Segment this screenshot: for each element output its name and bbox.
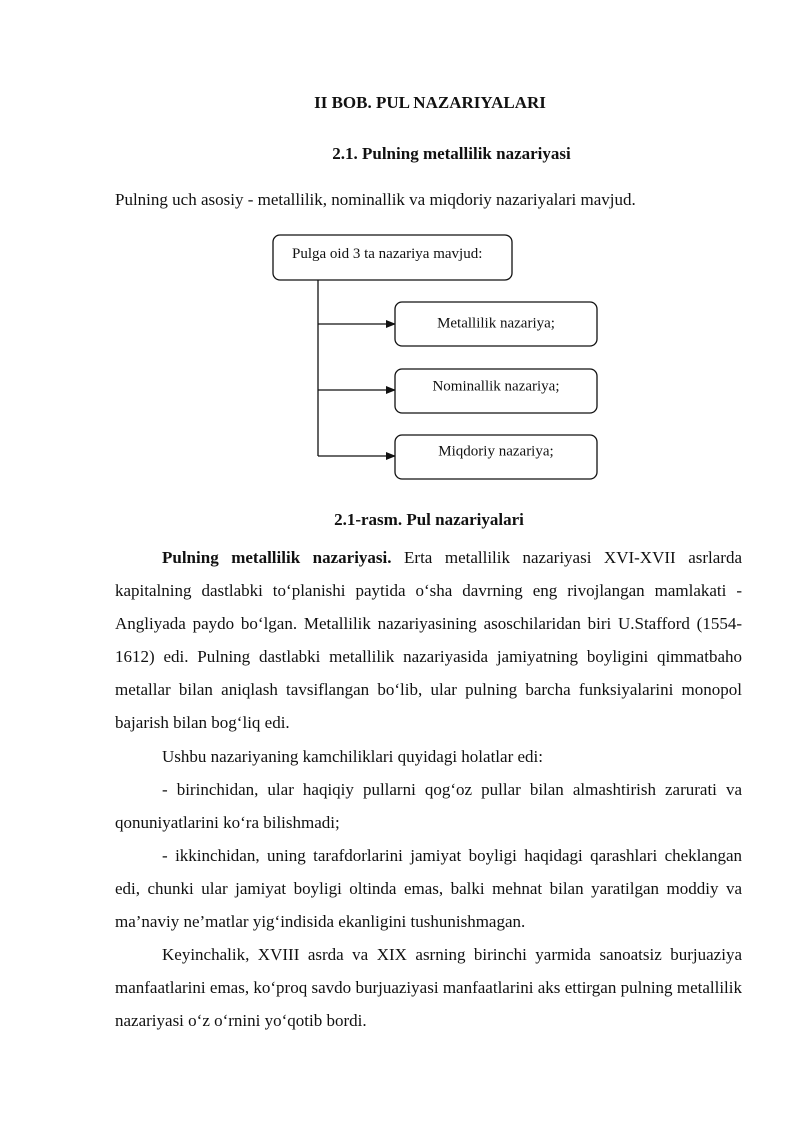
theories-diagram — [0, 0, 800, 500]
diagram-root-label: Pulga oid 3 ta nazariya mavjud: — [292, 246, 483, 262]
diagram-child-label-3: Miqdoriy nazariya; — [438, 443, 554, 460]
paragraph-4: - ikkinchidan, uning tarafdorlarini jamiyat boyligi haqidagi qarashlari cheklangan edi, chunki ular jamiyat boyligi oltinda emas, balki mehnat bilan yaratilgan moddiy va ma’naviy ne’matlar yig‘indisida ekanligini tushunishmagan. — [115, 845, 742, 932]
paragraph-5: Keyinchalik, XVIII asrda va XIX asrning birinchi yarmida sanoatsiz burjuaziya manfaatlarini emas, ko‘proq savdo burjuaziyasi manfaatlarini aks ettirgan pulning metallilik nazariyasi o‘z o‘rnini yo‘qotib bordi. — [115, 945, 742, 1031]
paragraph-3: - birinchidan, ular haqiqiy pullarni qog‘oz pullar bilan almashtirish zarurati va qonuniyatlarini ko‘ra bilishmadi; — [115, 779, 742, 832]
diagram-child-box-2 — [395, 369, 597, 413]
diagram-root-box — [273, 235, 512, 280]
intro-sentence: Pulning uch asosiy - metallilik, nominallik va miqdoriy nazariyalari mavjud. — [115, 190, 636, 209]
diagram-child-label-1: Metallilik nazariya; — [437, 315, 555, 332]
diagram-child-box-3 — [395, 435, 597, 479]
figure-caption: 2.1-rasm. Pul nazariyalari — [334, 510, 524, 529]
diagram-child-label-2: Nominallik nazariya; — [432, 378, 560, 395]
paragraph-1-lead: Pulning metallilik nazariyasi. — [162, 548, 392, 567]
chapter-title: II BOB. PUL NAZARIYALARI — [314, 93, 546, 112]
body-text — [115, 541, 742, 1037]
paragraph-2: Ushbu nazariyaning kamchiliklari quyidagi holatlar edi: — [162, 746, 543, 766]
diagram-child-box-1 — [395, 302, 597, 346]
section-title: 2.1. Pulning metallilik nazariyasi — [332, 144, 571, 163]
paragraph-1-text: Erta metallilik nazariyasi XVI-XVII asrlarda kapitalning dastlabki to‘planishi paytida o‘sha davrning eng rivojlangan mamlakati - Angliyada paydo bo‘lgan. Metallilik nazariyasining asoschilaridan biri U.Stafford (1554-1612) edi. Pulning dastlabki metallilik nazariyasida jamiyatning boyligini qimmatbaho metallar bilan aniqlash tavsiflangan bo‘lib, ular pulning barcha funksiyalarini monopol bajarish bilan bog‘liq edi. — [115, 548, 742, 733]
paragraph-1 — [115, 541, 742, 740]
